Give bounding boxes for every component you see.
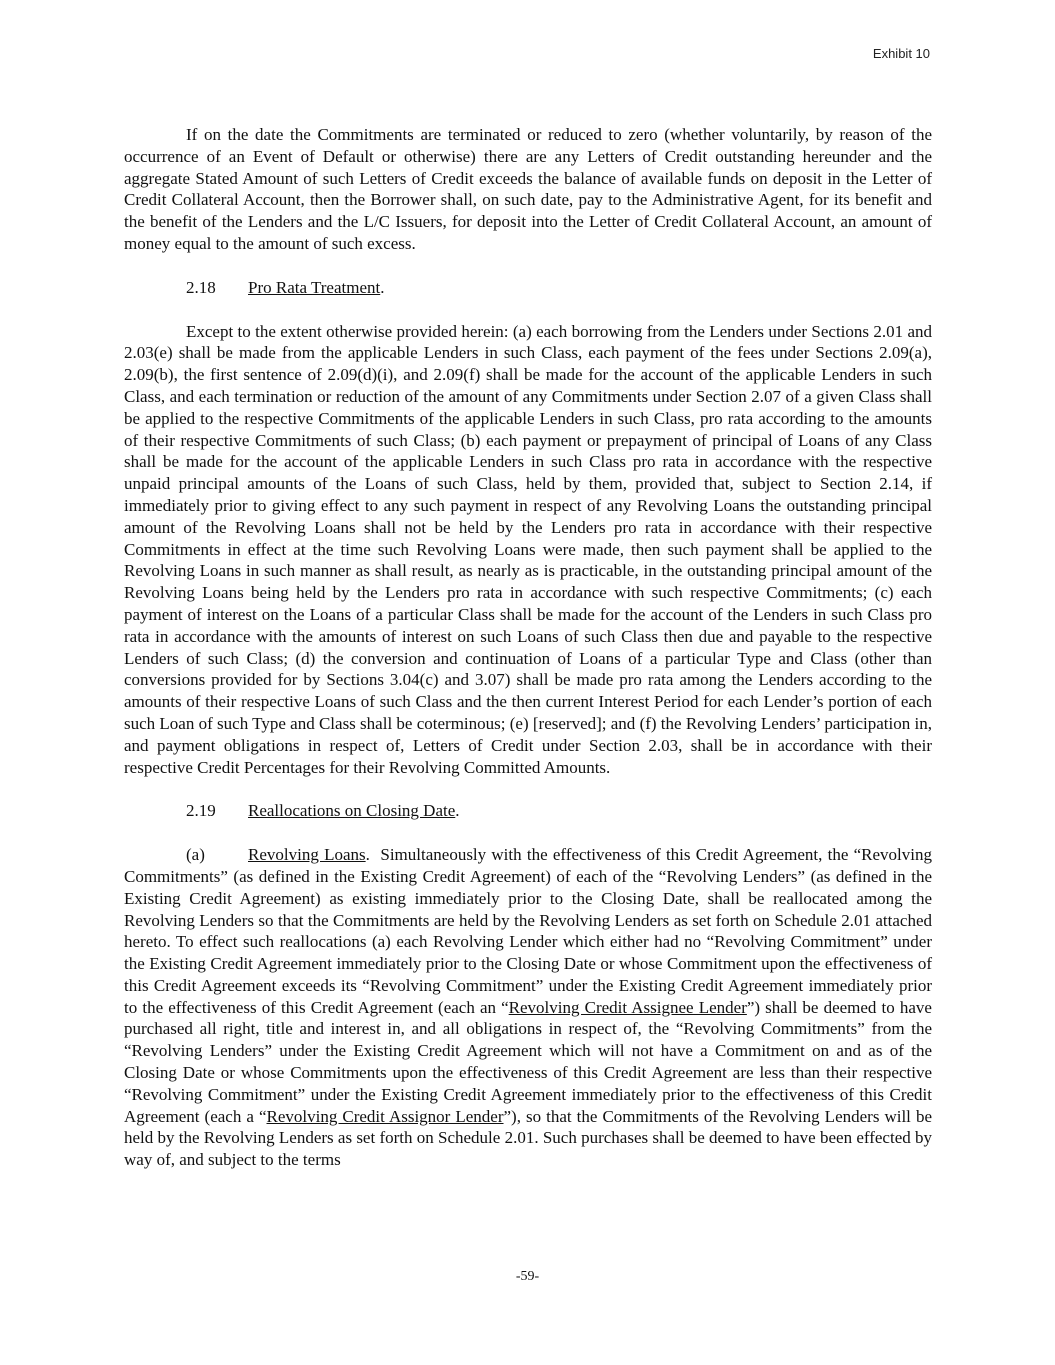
paragraph-text: ”) shall be deemed to have purchased all right, title and interest in, and all obligations in respect of, the “Revolving Commitments” from the “Revolving Lenders” under the Existing Credit Agreement which will not have a Commitment on and as of the Closing Date or whose Commitments upon the effectiveness of this Credit Agreement are less than their respective “Revolving Commitment” under the Existing Credit Agreement immediately prior to the effectiveness of this Credit Agreement (each a “	[124, 997, 932, 1126]
page-number: -59-	[515, 1269, 540, 1284]
section-number: 2.18	[186, 277, 216, 297]
section-2-19-a-paragraph: (a) Revolving Loans. Simultaneously with the effectiveness of this Credit Agreement, the “Revolving Commitments” (as defined in the Existing Credit Agreement) of each of the “Revolving Lenders” (as defined in the Existing Credit Agreement) as existing immediately prior to the Closing Date, shall be reallocated among the Revolving Lenders so that the Commitments are held by the Revolving Lenders as set forth on Schedule 2.01 attached hereto. To effect such reallocations (a) each Revolving Lender which either had no “Revolving Commitment” under the Existing Credit Agreement immediately prior to the Closing Date or whose Commitment upon the effectiveness of this Credit Agreement exceeds its “Revolving Commitment” under the Existing Credit Agreement immediately prior to the effectiveness of this Credit Agreement (each an “Revolving Credit Assignee Lender”) shall be deemed to have purchased all right, title and interest in, and all obligations in respect of, the “Revolving Commitments” from the “Revolving Lenders” under the Existing Credit Agreement which will not have a Commitment on and as of the Closing Date or whose Commitments upon the effectiveness of this Credit Agreement are less than their respective “Revolving Commitment” under the Existing Credit Agreement immediately prior to the effectiveness of this Credit Agreement (each a “Revolving Credit Assignor Lender”), so that the Commitments of the Revolving Lenders will be held by the Revolving Lenders as set forth on Schedule 2.01. Such purchases shall be deemed to have been effected by way of, and subject to the terms	[124, 845, 932, 1170]
defined-term: Revolving Credit Assignor Lender	[266, 1106, 504, 1126]
paragraph-text: Simultaneously with the effectiveness of this Credit Agreement, the “Revolving Commitments” (as defined in the Existing Credit Agreement) of each of the “Revolving Lenders” (as defined in the Existing Credit Agreement) as existing immediately prior to the Closing Date, shall be reallocated among the Revolving Lenders so that the Commitments are held by the Revolving Lenders as set forth on Schedule 2.01 attached hereto. To effect such reallocations (a) each Revolving Lender which either had no “Revolving Commitment” under the Existing Credit Agreement immediately prior to the Closing Date or whose Commitment upon the effectiveness of this Credit Agreement exceeds its “Revolving Commitment” under the Existing Credit Agreement immediately prior to the effectiveness of this Credit Agreement (each an “	[124, 845, 932, 1017]
paragraph-text: ”), so that the Commitments of the Revolving Lenders will be held by the Revolving Lenders as set forth on Schedule 2.01. Such purchases shall be deemed to have been effected by way of, and subject to the terms	[124, 1106, 932, 1170]
section-2-18-body: Except to the extent otherwise provided herein: (a) each borrowing from the Lenders under Sections 2.01 and 2.03(e) shall be made from the applicable Lenders in such Class, each payment of the fees under Sections 2.09(a), 2.09(b), the first sentence of 2.09(d)(i), and 2.09(f) shall be made for the account of the applicable Lenders in such Class, and each termination or reduction of the amount of any Commitments under Section 2.07 of a given Class shall be applied to the respective Commitments of the applicable Lenders in such Class, pro rata according to the amounts of their respective Commitments of such Class; (b) each payment or prepayment of principal of Loans of any Class shall be made for the account of the applicable Lenders in such Class pro rata in accordance with the respective unpaid principal amounts of the Loans of such Class, held by them, provided that, subject to Section 2.14, if immediately prior to giving effect to any such payment in respect of any Revolving Loans the outstanding principal amount of the Revolving Loans shall not be held by the Lenders pro rata in accordance with their respective Commitments in effect at the time such Revolving Loans were made, then such payment shall be applied to the Revolving Loans in such manner as shall result, as nearly as is practicable, in the outstanding principal amount of the Revolving Loans being held by the Lenders pro rata in accordance with such respective Commitments; (c) each payment of interest on the Loans of a particular Class shall be made for the account of the Lenders in such Class pro rata in accordance with the amounts of interest on such Loans of such Class then due and payable to the respective Lenders of such Class; (d) the conversion and continuation of Loans of a particular Type and Class (other than conversions provided for by Sections 3.04(c) and 3.07) shall be made pro rata among the Lenders according to the amounts of their respective Loans of such Class and the then current Interest Period for each Lender’s portion of each such Loan of such Type and Class shall be coterminous; (e) [reserved]; and (f) the Revolving Lenders’ participation in, and payment obligations in respect of, Letters of Credit under Section 2.03, shall be in accordance with their respective Credit Percentages for their Revolving Committed Amounts.	[124, 321, 932, 777]
subsection-title: Revolving Loans	[248, 845, 366, 865]
section-title: Reallocations on Closing Date	[248, 801, 456, 821]
section-2-18-heading: 2.18 Pro Rata Treatment.	[186, 277, 385, 297]
section-number: 2.19	[186, 801, 216, 821]
section-title: Pro Rata Treatment	[248, 277, 381, 297]
section-2-19-heading: 2.19 Reallocations on Closing Date.	[186, 801, 460, 821]
defined-term: Revolving Credit Assignee Lender	[508, 997, 747, 1017]
subsection-label: (a)	[186, 845, 205, 865]
intro-paragraph: If on the date the Commitments are terminated or reduced to zero (whether voluntarily, by reason of the occurrence of an Event of Default or otherwise) there are any Letters of Credit outstanding hereunder and the aggregate Stated Amount of such Letters of Credit exceeds the balance of available funds on deposit in the Letter of Credit Collateral Account, then the Borrower shall, on such date, pay to the Administrative Agent, for its benefit and the benefit of the Lenders and the L/C Issuers, for deposit into the Letter of Credit Collateral Account, an amount of money equal to the amount of such excess.	[124, 125, 932, 253]
document-body	[124, 124, 932, 1171]
exhibit-label: Exhibit 10	[872, 46, 930, 61]
